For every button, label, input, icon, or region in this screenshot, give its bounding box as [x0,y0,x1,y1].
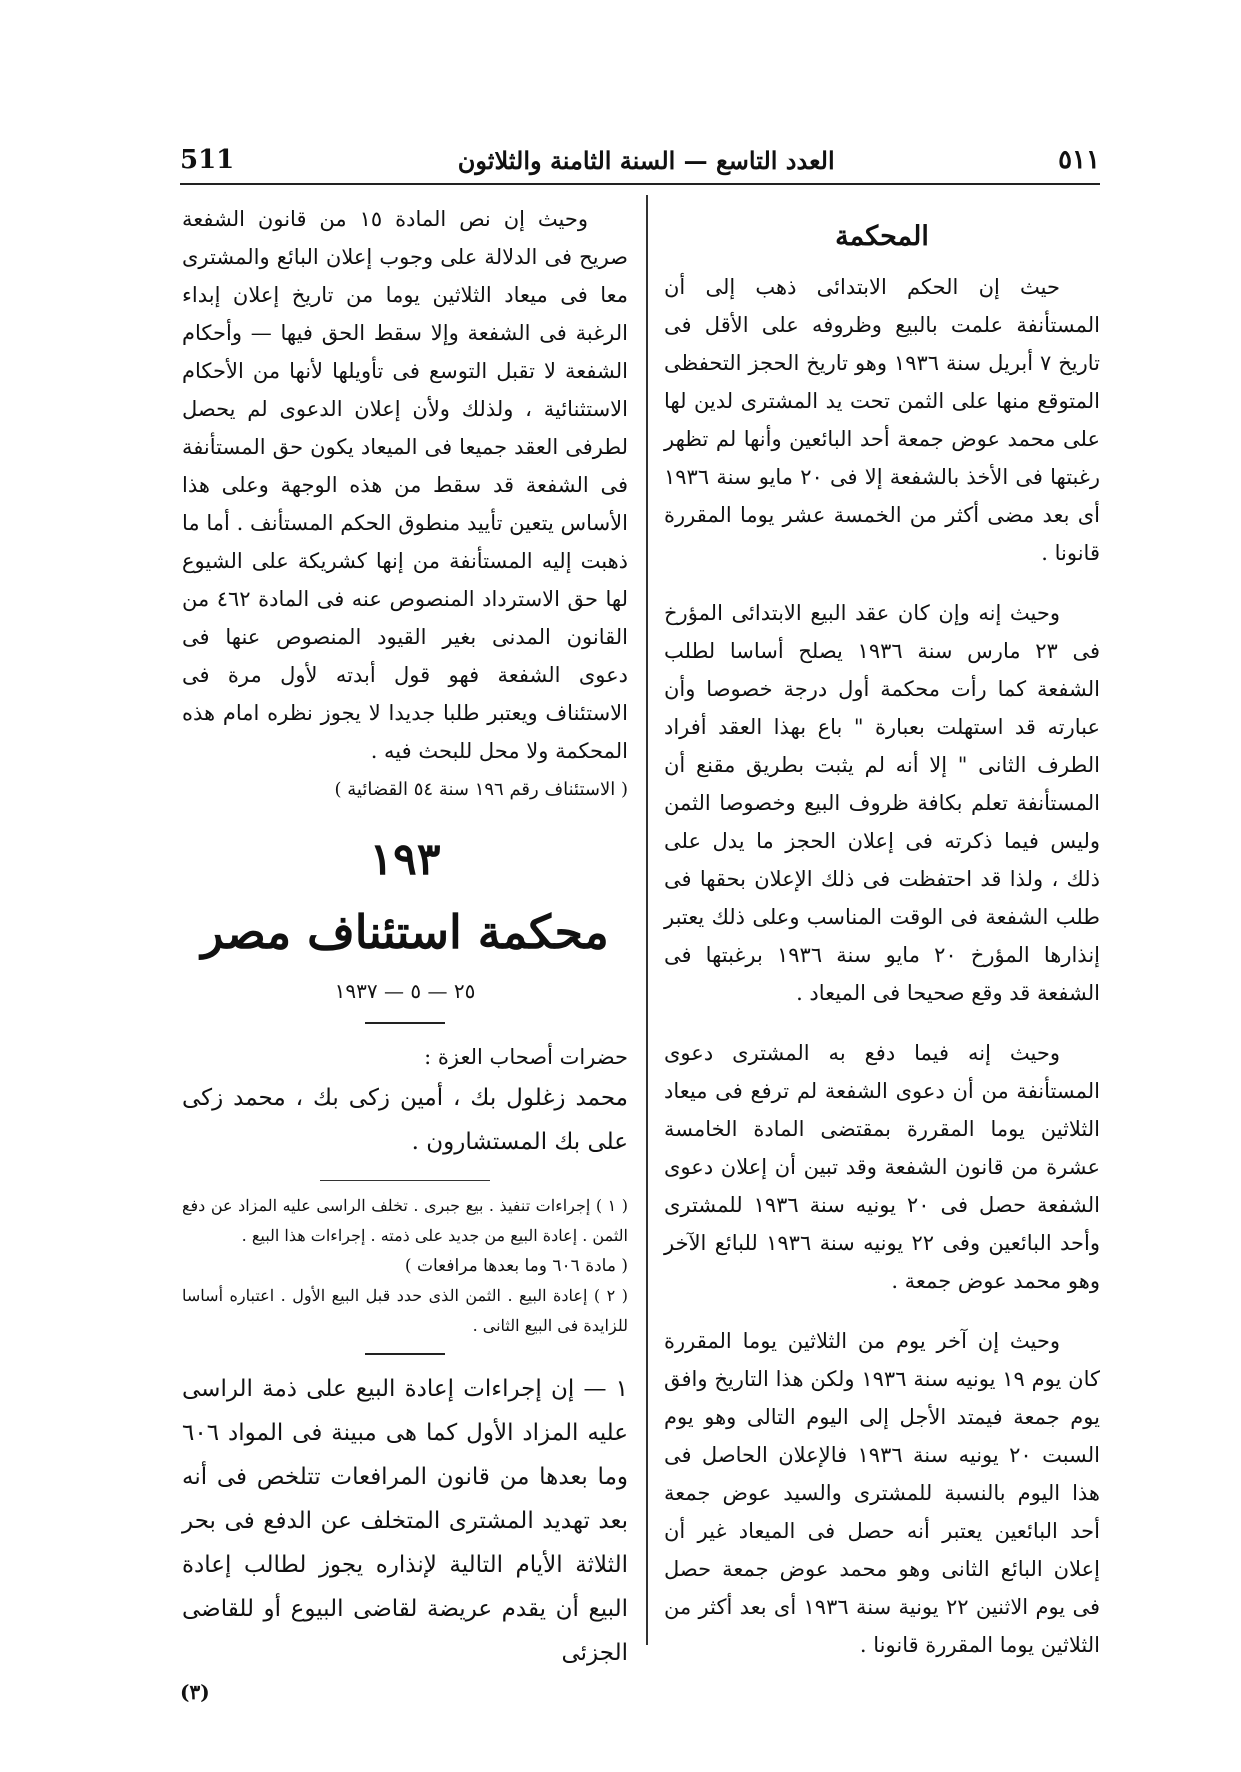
paragraph: حيث إن الحكم الابتدائى ذهب إلى أن المستأنفة علمت بالبيع وظروفه على الأقل فى تاريخ ٧ أبريل سنة ١٩٣٦ وهو تاريخ الحجز التحفظى المتوقع منها على الثمن تحت يد المشترى لدين لها على محمد عوض جمعة أحد البائعين وأنها لم تظهر رغبتها فى الأخذ بالشفعة إلا فى ٢٠ مايو سنة ١٩٣٦ أى بعد مضى أكثر من الخمسة عشر يوما المقررة قانونا . [664,275,1100,565]
separator-rule [365,1353,445,1355]
headnote: ( ٢ ) إعادة البيع . الثمن الذى حدد قبل البيع الأول . اعتباره أساسا للزايدة فى البيع الثانى . [182,1286,629,1335]
separator-rule [320,1180,490,1181]
court-name: محكمة استئناف مصر [201,905,609,959]
legal-principle: ١ — إن إجراءات إعادة البيع على ذمة الراسى عليه المزاد الأول كما هى مبينة فى المواد ٦٠٦ وما بعدها من قانون المرافعات تتلخص فى أنه بعد تهديد المشترى المتخلف عن الدفع فى بحر الثلاثة الأيام التالية لإنذاره يجوز لطالب إعادة البيع أن يقدم عريضة لقاضى البيوع أو للقاضى الجزئى [182,1376,628,1666]
page-header [180,140,1100,180]
section-title: المحكمة [835,221,929,252]
page-number-latin: 511 [180,145,235,175]
journal-issue-title: العدد التاسع — السنة الثامنة والثلاثون [457,145,835,175]
right-column [664,200,1100,1686]
judges-list: محمد زغلول بك ، أمين زكى بك ، محمد زكى على بك المستشارون . [182,1085,628,1155]
headnote: ( ١ ) إجراءات تنفيذ . بيع جبرى . تخلف الراسى عليه المزاد عن دفع الثمن . إعادة البيع من جديد على ذمته . إجراءات هذا البيع . [182,1196,629,1245]
judgment-date: ٢٥ — ٥ — ١٩٣٧ [334,979,476,1003]
case-number: ١٩٣ [369,834,441,885]
column-divider [646,195,648,1645]
separator-rule [365,1022,445,1024]
case-reference: ( الاستئناف رقم ١٩٦ سنة ٥٤ القضائية ) [334,779,628,800]
header-rule [180,183,1100,185]
sheet-mark: (٣) [180,1680,210,1704]
paragraph: وحيث إن آخر يوم من الثلاثين يوما المقررة كان يوم ١٩ يونيه سنة ١٩٣٦ ولكن هذا التاريخ وافق يوم جمعة فيمتد الأجل إلى اليوم التالى وهو يوم السبت ٢٠ يونيه سنة ١٩٣٦ فالإعلان الحاصل فى هذا اليوم بالنسبة للمشترى والسيد عوض جمعة أحد البائعين يعتبر أنه حصل فى الميعاد غير أن إعلان البائع الثانى وهو محمد عوض جمعة حصل فى يوم الاثنين ٢٢ يونية سنة ١٩٣٦ أى بعد أكثر من الثلاثين يوما المقررة قانونا . [664,1329,1100,1657]
paragraph: وحيث إنه وإن كان عقد البيع الابتدائى المؤرخ فى ٢٣ مارس سنة ١٩٣٦ يصلح أساسا لطلب الشفعة كما رأت محكمة أول درجة خصوصا وأن عبارته قد استهلت بعبارة " باع بهذا العقد أفراد الطرف الثانى " إلا أنه لم يثبت بطريق مقنع أن المستأنفة تعلم بكافة ظروف البيع وخصوصا الثمن وليس فيما ذكرته فى إعلان الحجز ما يدل على ذلك ، ولذا قد احتفظت فى ذلك الإعلان بحقها فى طلب الشفعة فى الوقت المناسب وعلى ذلك يعتبر إنذارها المؤرخ ٢٠ مايو سنة ١٩٣٦ برغبتها فى الشفعة قد وقع صحيحا فى الميعاد . [664,601,1101,1005]
page-number-arabic: ٥١١ [1058,145,1100,175]
headnote-article: ( مادة ٦٠٦ وما بعدها مرافعات ) [404,1256,628,1276]
paragraph: وحيث إنه فيما دفع به المشترى دعوى المستأنفة من أن دعوى الشفعة لم ترفع فى ميعاد الثلاثين يوما المقررة بمقتضى المادة الخامسة عشرة من قانون الشفعة وقد تبين أن إعلان دعوى الشفعة حصل فى ٢٠ يونيه سنة ١٩٣٦ للمشترى وأحد البائعين وفى ٢٢ يونيه سنة ١٩٣٦ للبائع الآخر وهو محمد عوض جمعة . [664,1041,1100,1293]
paragraph: وحيث إن نص المادة ١٥ من قانون الشفعة صريح فى الدلالة على وجوب إعلان البائع والمشترى معا فى ميعاد الثلاثين يوما من تاريخ إعلان إبداء الرغبة فى الشفعة وإلا سقط الحق فيها — وأحكام الشفعة لا تقبل التوسع فى تأويلها لأنها من الأحكام الاستثنائية ، ولذلك ولأن إعلان الدعوى لم يحصل لطرفى العقد جميعا فى الميعاد يكون حق المستأنفة فى الشفعة قد سقط من هذه الوجهة وعلى هذا الأساس يتعين تأييد منطوق الحكم المستأنف . أما ما ذهبت إليه المستأنفة من إنها كشريكة على الشيوع لها حق الاسترداد المنصوص عنه فى المادة ٤٦٢ من القانون المدنى بغير القيود المنصوص عنها فى دعوى الشفعة فهو قول أبدته لأول مرة فى الاستئناف ويعتبر طلبا جديدا لا يجوز نظره امام هذه المحكمة ولا محل للبحث فيه . [182,207,629,763]
judges-label: حضرات أصحاب العزة : [424,1045,628,1069]
left-column [182,200,628,1675]
